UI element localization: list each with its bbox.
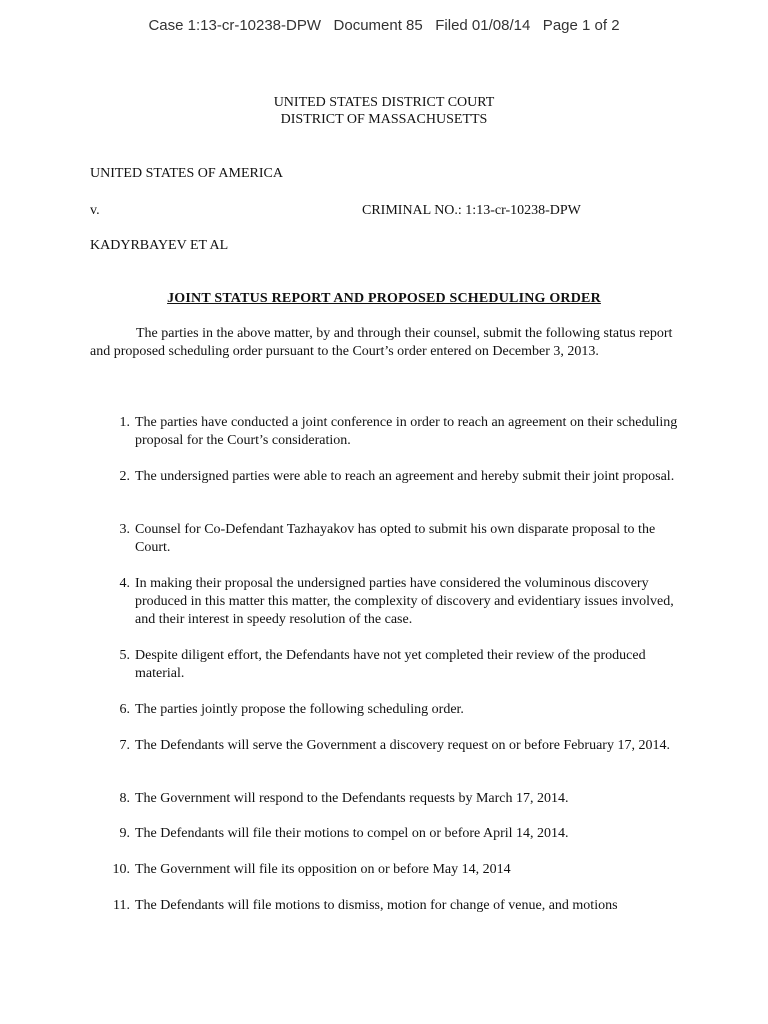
list-item-number: 4. xyxy=(119,576,130,591)
list-item-number: 11. xyxy=(113,898,130,913)
list-item-number: 8. xyxy=(119,791,130,806)
list-item-text: The parties jointly propose the following scheduling order. xyxy=(135,702,464,717)
court-heading xyxy=(0,94,768,128)
list-item-number: 5. xyxy=(119,648,130,663)
caption-criminal-number: CRIMINAL NO.: 1:13-cr-10238-DPW xyxy=(362,203,581,218)
document-title: JOINT STATUS REPORT AND PROPOSED SCHEDULING ORDER xyxy=(167,291,601,306)
list-item-number: 10. xyxy=(112,862,130,877)
list-item-text: The undersigned parties were able to reach an agreement and hereby submit their joint proposal. xyxy=(135,469,675,484)
caption-versus: v. xyxy=(90,203,100,218)
list-item-text: Despite diligent effort, the Defendants have not yet completed their review of the produced material. xyxy=(135,648,646,681)
list-item-text: The Government will file its opposition on or before May 14, 2014 xyxy=(135,862,511,877)
list-item-number: 3. xyxy=(119,522,130,537)
caption-plaintiff: UNITED STATES OF AMERICA xyxy=(90,166,283,181)
list-item-text: The Defendants will file motions to dismiss, motion for change of venue, and motions xyxy=(135,898,618,913)
list-item-text: The Government will respond to the Defendants requests by March 17, 2014. xyxy=(135,791,569,806)
intro-paragraph xyxy=(90,325,680,361)
list-item-number: 1. xyxy=(119,415,130,430)
list-item-text: The Defendants will serve the Government a discovery request on or before February 17, 2014. xyxy=(135,738,670,753)
list-item-text: The parties have conducted a joint conference in order to reach an agreement on their scheduling proposal for the Court’s consideration. xyxy=(135,415,678,448)
list-item-number: 6. xyxy=(119,702,130,717)
list-item-text: The Defendants will file their motions to compel on or before April 14, 2014. xyxy=(135,826,569,841)
case-header-stamp: Case 1:13-cr-10238-DPW Document 85 Filed 01/08/14 Page 1 of 2 xyxy=(148,17,620,34)
list-item-number: 7. xyxy=(119,738,130,753)
list-item-number: 9. xyxy=(119,826,130,841)
list-item-number: 2. xyxy=(119,469,130,484)
list-item-text: In making their proposal the undersigned parties have considered the voluminous discovery produced in this matter this matter, the complexity of discovery and evidentiary issues involved, and their interest in speedy resolution of the case. xyxy=(135,576,674,627)
intro-text: The parties in the above matter, by and through their counsel, submit the following status report and proposed scheduling order pursuant to the Court’s order entered on December 3, 2013. xyxy=(90,326,673,359)
list-item-text: Counsel for Co-Defendant Tazhayakov has opted to submit his own disparate proposal to the Court. xyxy=(135,522,656,555)
caption-defendant: KADYRBAYEV ET AL xyxy=(90,238,229,253)
court-district: DISTRICT OF MASSACHUSETTS xyxy=(280,112,488,127)
court-name: UNITED STATES DISTRICT COURT xyxy=(273,95,495,110)
